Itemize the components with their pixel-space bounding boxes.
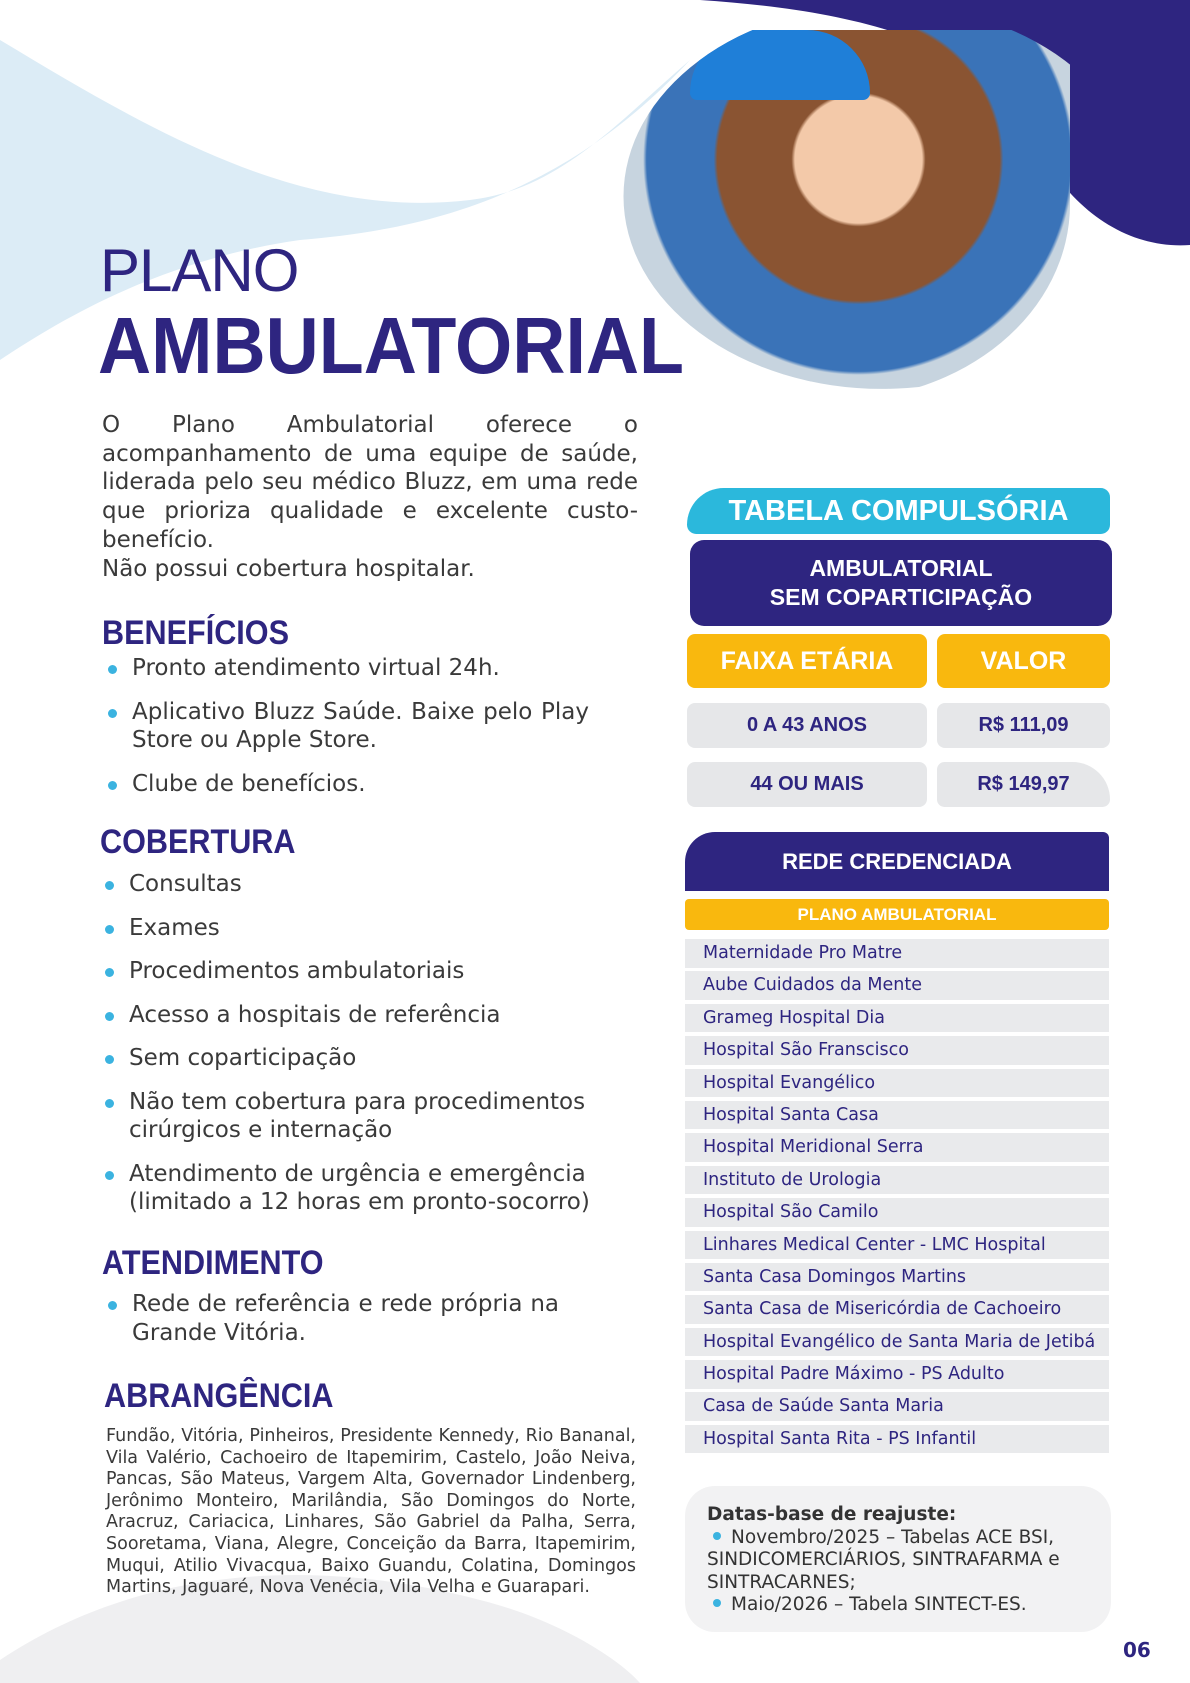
col-header-age: FAIXA ETÁRIA — [687, 634, 927, 688]
plan-line1: AMBULATORIAL — [809, 555, 993, 581]
tabela-title: TABELA COMPULSÓRIA — [687, 488, 1110, 534]
list-item: Exames — [101, 914, 641, 943]
list-item: Aplicativo Bluzz Saúde. Baixe pelo Play Store ou Apple Store. — [104, 698, 589, 755]
atendimento-list — [104, 1290, 559, 1362]
col-header-value: VALOR — [937, 634, 1110, 688]
intro-text — [102, 411, 638, 583]
atendimento-heading: ATENDIMENTO — [102, 1244, 324, 1282]
list-item: Hospital Santa Rita - PS Infantil — [685, 1425, 1109, 1454]
list-item: Hospital Evangélico — [685, 1069, 1109, 1098]
rede-list — [685, 939, 1109, 1457]
list-item: Hospital Evangélico de Santa Maria de Jetibá — [685, 1328, 1109, 1357]
bullet-icon — [713, 1532, 721, 1540]
list-item: Procedimentos ambulatoriais — [101, 957, 641, 986]
reajuste-box — [685, 1486, 1111, 1632]
bullet-icon — [713, 1599, 721, 1607]
list-item: Grameg Hospital Dia — [685, 1004, 1109, 1033]
cobertura-heading: COBERTURA — [100, 823, 296, 861]
list-item: Maternidade Pro Matre — [685, 939, 1109, 968]
reajuste-item: Maio/2026 – Tabela SINTECT-ES. — [731, 1594, 1027, 1615]
abrangencia-text: Fundão, Vitória, Pinheiros, Presidente Kennedy, Rio Bananal, Vila Valério, Cachoeiro de Itapemirim, Castelo, João Neiva, Pancas, São Mateus, Vargem Alta, Governador Lindenberg, Jerônimo Monteiro, Marilândia, São Domingos do Norte, Aracruz, Cariacica, Linhares, São Gabriel da Palha, Serra, Sooretama, Viana, Alegre, Conceição da Barra, Itapemirim, Muqui, Atilio Vivacqua, Baixo Guandu, Colatina, Domingos Martins, Jaguaré, Nova Venécia, Vila Velha e Guarapari. — [106, 1426, 636, 1598]
list-item: Clube de benefícios. — [104, 770, 589, 799]
cobertura-list — [101, 870, 641, 1232]
list-item: Hospital São Franscisco — [685, 1036, 1109, 1065]
list-item: Rede de referência e rede própria na Grande Vitória. — [104, 1290, 559, 1347]
list-item: Aube Cuidados da Mente — [685, 971, 1109, 1000]
plan-name-box — [690, 540, 1112, 626]
list-item: Santa Casa Domingos Martins — [685, 1263, 1109, 1292]
list-item: Linhares Medical Center - LMC Hospital — [685, 1231, 1109, 1260]
reajuste-heading: Datas-base de reajuste: — [707, 1504, 957, 1525]
age-cell: 0 A 43 ANOS — [687, 703, 927, 748]
intro-note: Não possui cobertura hospitalar. — [102, 555, 475, 582]
list-item: Não tem cobertura para procedimentos cirúrgicos e internação — [101, 1088, 641, 1145]
list-item: Acesso a hospitais de referência — [101, 1001, 641, 1030]
age-cell: 44 OU MAIS — [687, 762, 927, 807]
list-item: Sem coparticipação — [101, 1044, 641, 1073]
title-line1: PLANO — [100, 237, 299, 304]
title-line2: AMBULATORIAL — [98, 301, 684, 390]
list-item: Atendimento de urgência e emergência (limitado a 12 horas em pronto-socorro) — [101, 1160, 641, 1217]
rede-subtitle: PLANO AMBULATORIAL — [685, 899, 1109, 930]
reajuste-item: Novembro/2025 – Tabelas ACE BSI, SINDICOMERCIÁRIOS, SINTRAFARMA e SINTRACARNES; — [707, 1526, 1060, 1593]
plan-line2: SEM COPARTICIPAÇÃO — [769, 584, 1033, 610]
list-item: Hospital Padre Máximo - PS Adulto — [685, 1360, 1109, 1389]
beneficios-heading: BENEFÍCIOS — [102, 614, 290, 652]
beneficios-list — [104, 654, 589, 813]
list-item: Instituto de Urologia — [685, 1166, 1109, 1195]
page-number: 06 — [1123, 1638, 1151, 1662]
list-item: Pronto atendimento virtual 24h. — [104, 654, 589, 683]
list-item: Consultas — [101, 870, 641, 899]
list-item: Hospital Santa Casa — [685, 1101, 1109, 1130]
list-item: Casa de Saúde Santa Maria — [685, 1392, 1109, 1421]
value-cell: R$ 111,09 — [937, 703, 1110, 748]
value-cell: R$ 149,97 — [937, 762, 1110, 807]
list-item: Santa Casa de Misericórdia de Cachoeiro — [685, 1295, 1109, 1324]
intro-paragraph: O Plano Ambulatorial oferece o acompanhamento de uma equipe de saúde, liderada pelo seu médico Bluzz, em uma rede que prioriza qualidade e excelente custo-benefício. — [102, 412, 638, 553]
abrangencia-heading: ABRANGÊNCIA — [104, 1377, 334, 1415]
list-item: Hospital São Camilo — [685, 1198, 1109, 1227]
list-item: Hospital Meridional Serra — [685, 1133, 1109, 1162]
rede-title: REDE CREDENCIADA — [685, 832, 1109, 891]
